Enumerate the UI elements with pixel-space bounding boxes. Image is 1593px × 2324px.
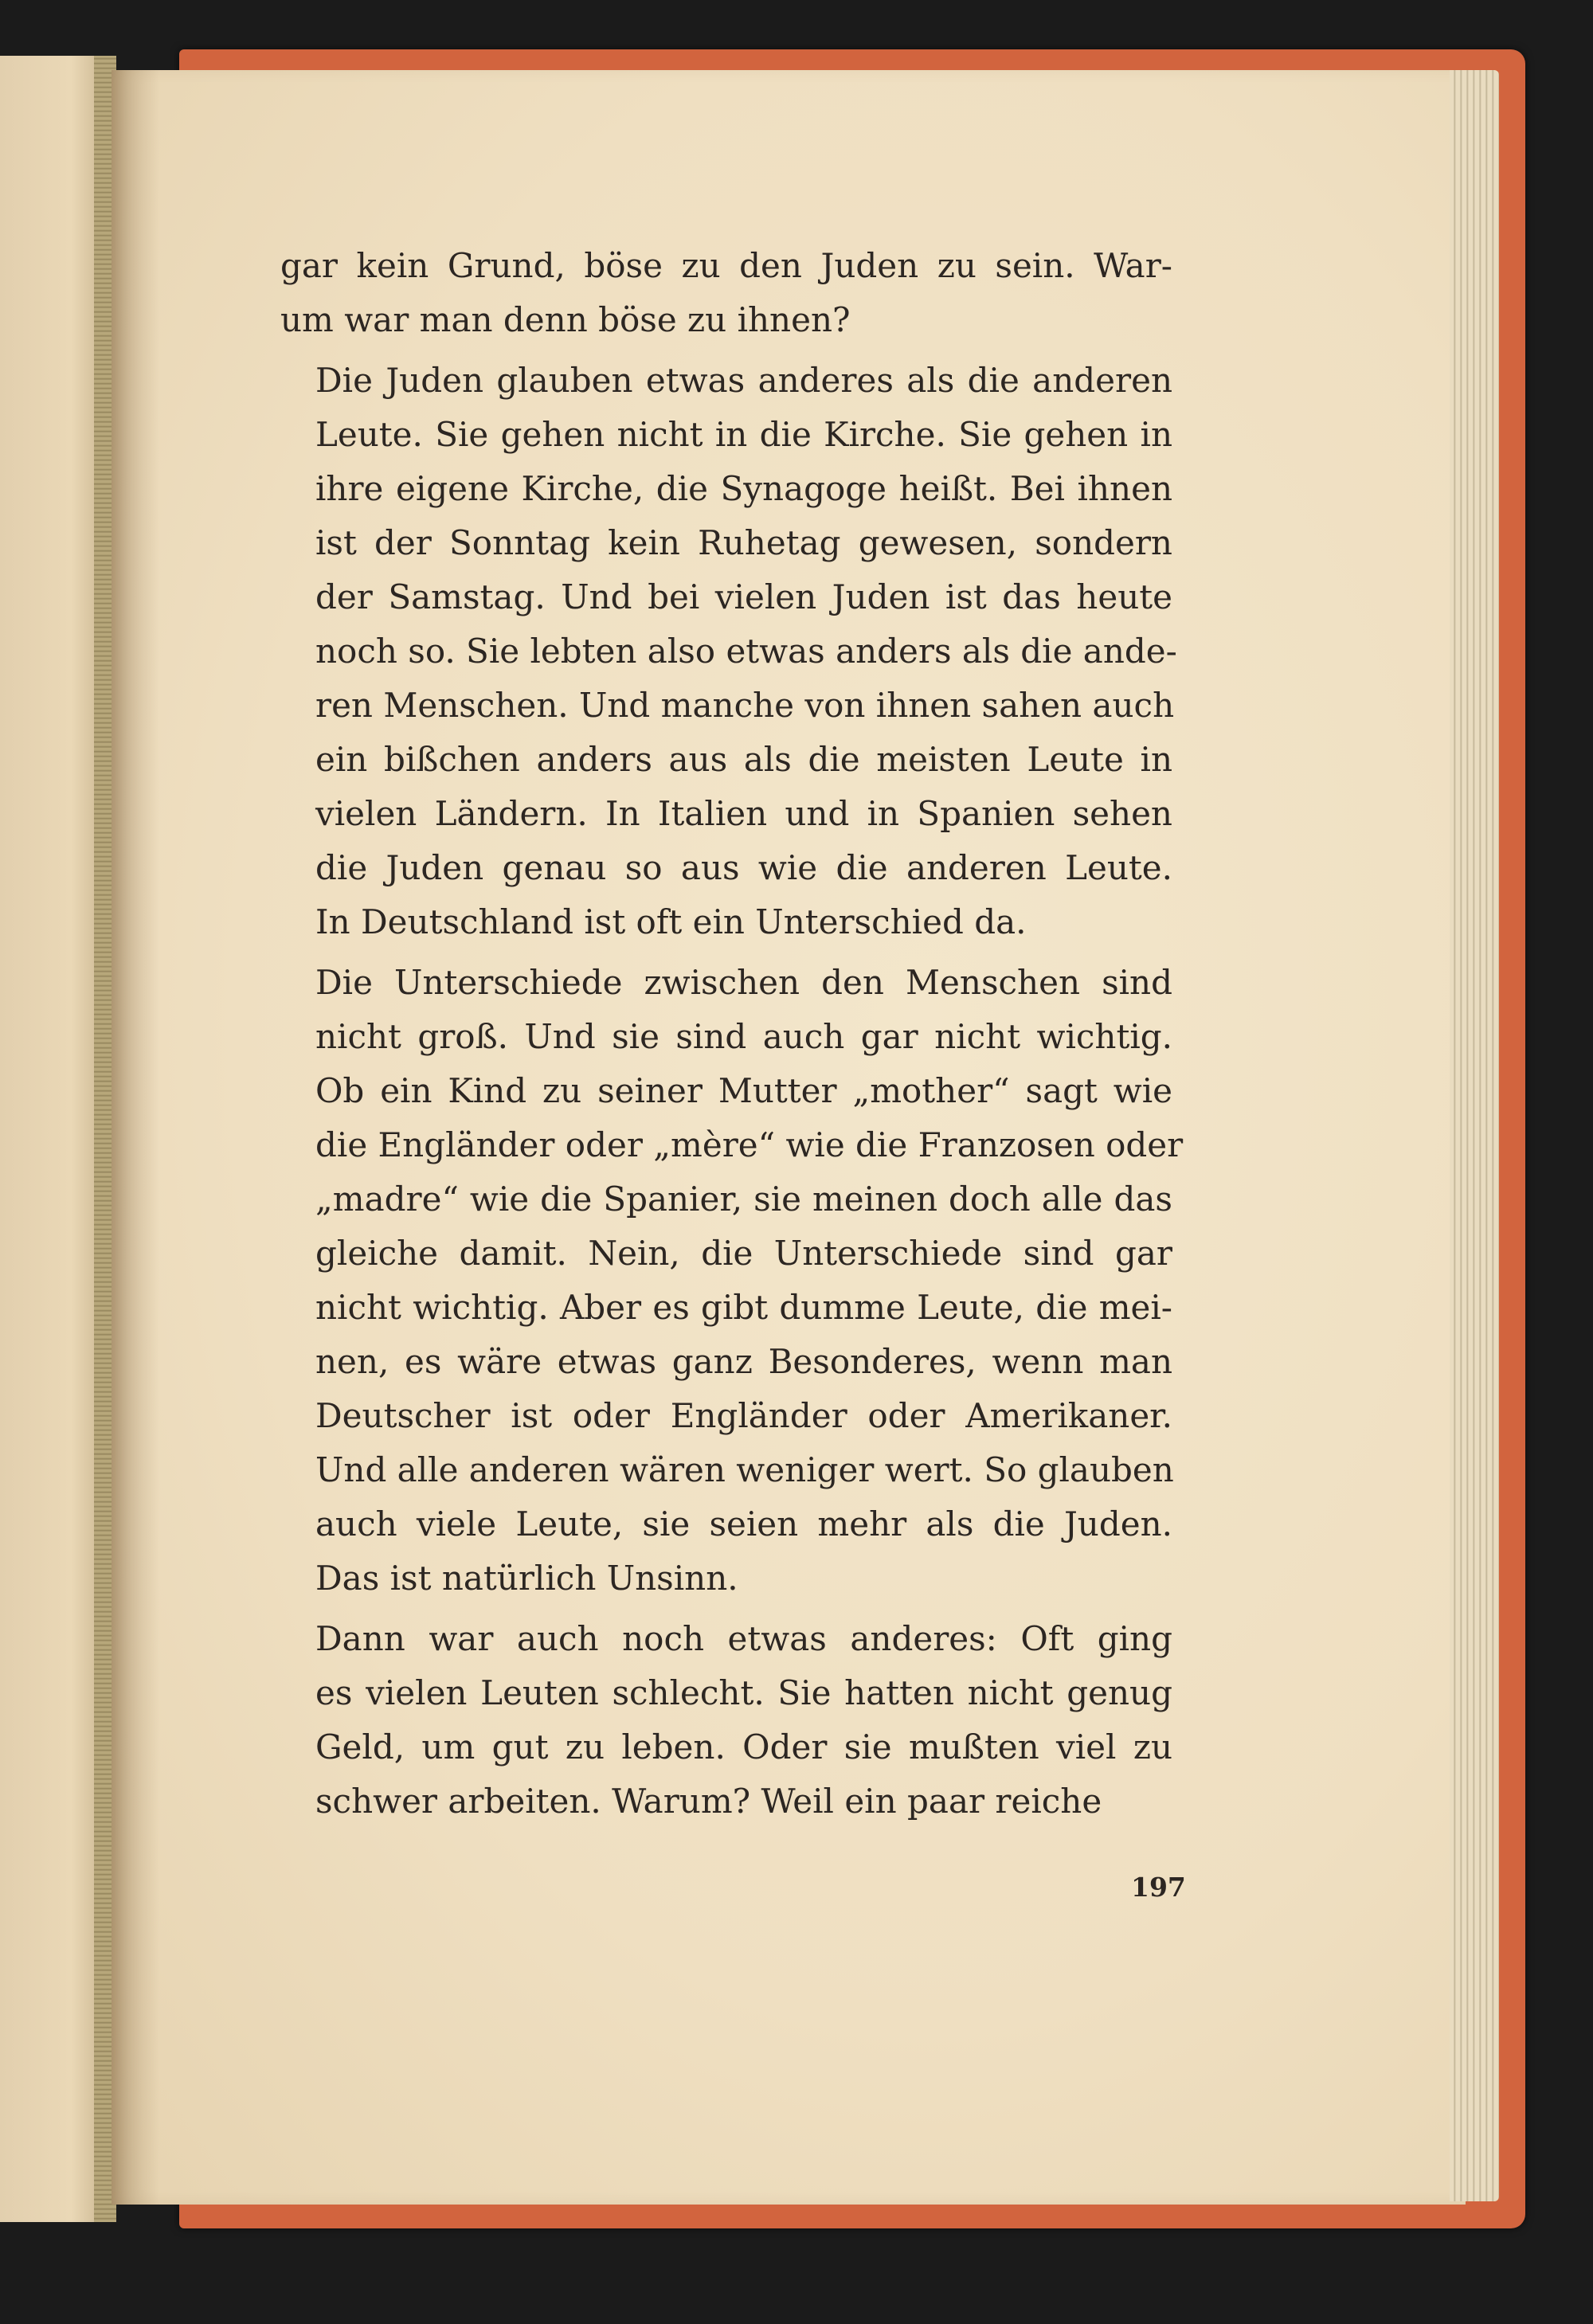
text-line: um war man denn böse zu ihnen? <box>280 300 851 339</box>
text-line: es vielen Leuten schlecht. Sie hatten nicht genug <box>315 1673 1172 1712</box>
text-line: „madre“ wie die Spanier, sie meinen doch alle das <box>315 1180 1172 1219</box>
text-line: gleiche damit. Nein, die Unterschiede sind gar <box>315 1234 1172 1273</box>
text-line: vielen Ländern. In Italien und in Spanien sehen <box>315 794 1172 833</box>
text-line: Deutscher ist oder Engländer oder Amerikaner. <box>315 1396 1172 1435</box>
text-line: ihre eigene Kirche, die Synagoge heißt. Bei ihnen <box>315 469 1172 508</box>
paragraph <box>280 1612 1172 1829</box>
body-text <box>280 239 1184 1829</box>
text-line: nen, es wäre etwas ganz Besonderes, wenn man <box>315 1342 1172 1381</box>
text-line: Und alle anderen wären weniger wert. So glauben <box>315 1450 1174 1489</box>
gutter-shadow <box>112 70 159 2205</box>
text-line: gar kein Grund, böse zu den Juden zu sein. War- <box>280 246 1172 285</box>
text-line: der Samstag. Und bei vielen Juden ist das heute <box>315 577 1172 616</box>
text-line: die Juden genau so aus wie die anderen Leute. <box>315 848 1172 887</box>
text-line: die Engländer oder „mère“ wie die Franzosen oder <box>315 1125 1184 1164</box>
text-line: ren Menschen. Und manche von ihnen sahen auch <box>315 686 1175 725</box>
text-line: ein bißchen anders aus als die meisten Leute in <box>315 740 1172 779</box>
paragraph <box>280 354 1177 949</box>
text-line: Leute. Sie gehen nicht in die Kirche. Sie gehen in <box>315 415 1172 454</box>
text-line: noch so. Sie lebten also etwas anders als die ande- <box>315 632 1177 671</box>
text-line: Das ist natürlich Unsinn. <box>315 1559 738 1598</box>
left-page-edge <box>0 56 102 2222</box>
text-line: Die Juden glauben etwas anderes als die anderen <box>315 361 1172 400</box>
text-line: schwer arbeiten. Warum? Weil ein paar reiche <box>315 1782 1102 1821</box>
text-line: nicht wichtig. Aber es gibt dumme Leute, die mei- <box>315 1288 1172 1327</box>
text-line: ist der Sonntag kein Ruhetag gewesen, sondern <box>315 523 1172 562</box>
page-edges <box>1450 70 1499 2201</box>
text-line: Dann war auch noch etwas anderes: Oft ging <box>315 1619 1172 1658</box>
text-line: auch viele Leute, sie seien mehr als die Juden. <box>315 1504 1172 1543</box>
text-line: Die Unterschiede zwischen den Menschen sind <box>315 963 1172 1002</box>
text-line: In Deutschland ist oft ein Unterschied da. <box>315 902 1027 941</box>
text-line: nicht groß. Und sie sind auch gar nicht wichtig. <box>315 1017 1172 1056</box>
page-number: 197 <box>1131 1872 1186 1903</box>
paragraph <box>280 956 1184 1606</box>
text-line: Geld, um gut zu leben. Oder sie mußten viel zu <box>315 1727 1172 1766</box>
paragraph <box>280 239 1172 347</box>
text-line: Ob ein Kind zu seiner Mutter „mother“ sagt wie <box>315 1071 1172 1110</box>
